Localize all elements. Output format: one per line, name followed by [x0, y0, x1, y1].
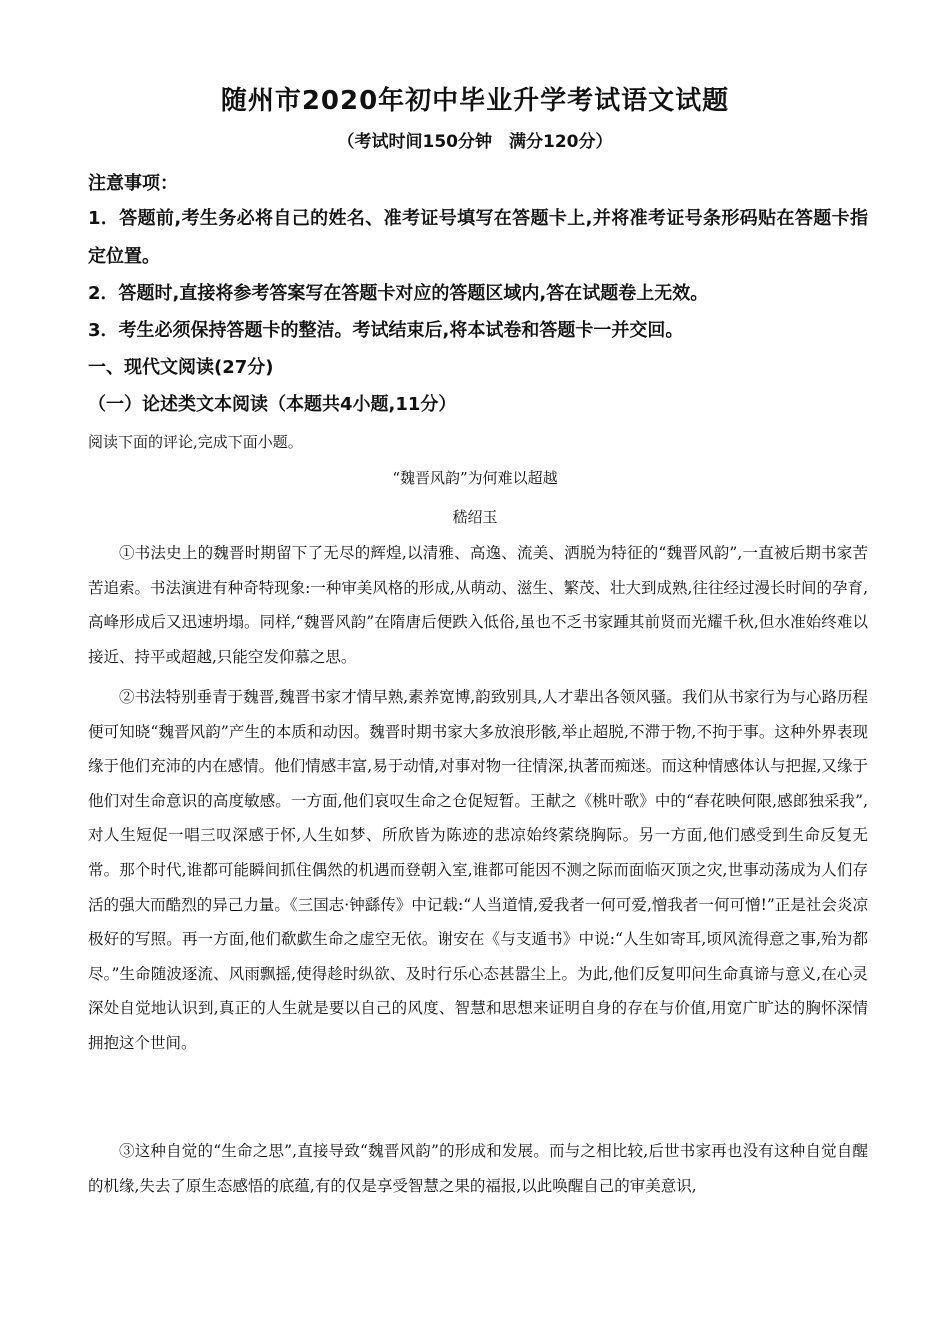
article-paragraph-3: ③这种自觉的“生命之思”,直接导致“魏晋风韵”的形成和发展。而与之相比较,后世书家再也没有这种自觉自醒的机缘,失去了原生态感悟的底蕴,有的仅是享受智慧之果的福报,以此唤醒自己的审美意识,: [88, 1142, 868, 1195]
exam-title: 随州市2020年初中毕业升学考试语文试题: [220, 86, 730, 116]
section-instruction: 阅读下面的评论,完成下面小题。: [88, 433, 303, 451]
article-author: 嵇绍玉: [452, 508, 498, 526]
section-subheading: （一）论述类文本阅读（本题共4小题,11分）: [88, 394, 457, 415]
section-heading: 一、现代文阅读(27分): [88, 357, 274, 378]
notice-heading: 注意事项：: [88, 173, 178, 194]
article-title: “魏晋风韵”为何难以超越: [392, 469, 558, 487]
notice-item-3: 3．考生必须保持答题卡的整洁。考试结束后,将本试卷和答题卡一并交回。: [88, 320, 684, 341]
notice-item-1: 1．答题前,考生务必将自己的姓名、准考证号填写在答题卡上,并将准考证号条形码贴在答题卡指定位置。: [88, 208, 868, 267]
exam-subtitle: （考试时间150分钟 满分120分）: [337, 132, 613, 152]
notice-item-2: 2．答题时,直接将参考答案写在答题卡对应的答题区域内,答在试题卷上无效。: [88, 283, 709, 304]
article-paragraph-2: ②书法特别垂青于魏晋,魏晋书家才情早熟,素养宽博,韵致别具,人才辈出各领风骚。我们从书家行为与心路历程便可知晓“魏晋风韵”产生的本质和动因。魏晋时期书家大多放浪形骸,举止超脱,不滞于物,不拘于事。这种外界表现缘于他们充沛的内在感情。他们情感丰富,易于动情,对事对物一往情深,执著而痴迷。而这种情感体认与把握,又缘于他们对生命意识的高度敏感。一方面,他们哀叹生命之仓促短暂。王献之《桃叶歌》中的“春花映何限,感郎独采我”,对人生短促一唱三叹深感于怀,人生如梦、所欣皆为陈迹的悲凉始终萦绕胸际。另一方面,他们感受到生命反复无常。那个时代,谁都可能瞬间抓住偶然的机遇而登朝入室,谁都可能因不测之际而面临灭顶之灾,世事动荡成为人们存活的强大而酷烈的异己力量。《三国志·钟繇传》中记载:“人当道情,爱我者一何可爱,憎我者一何可憎!”正是社会炎凉极好的写照。再一方面,他们欷歔生命之虚空无依。谢安在《与支遁书》中说:“人生如寄耳,顷风流得意之事,殆为都尽。”生命随波逐流、风雨飘摇,使得趁时纵欲、及时行乐心态甚嚣尘上。为此,他们反复叩问生命真谛与意义,在心灵深处自觉地认识到,真正的人生就是要以自己的风度、智慧和思想来证明自身的存在与价值,用宽广旷达的胸怀深情拥抱这个世间。: [88, 688, 868, 1052]
article-paragraph-1: ①书法史上的魏晋时期留下了无尽的辉煌,以清雅、高逸、流美、洒脱为特征的“魏晋风韵”,一直被后期书家苦苦追索。书法演进有种奇特现象:一种审美风格的形成,从萌动、滋生、繁茂、壮大到成熟,往往经过漫长时间的孕育,高峰形成后又迅速坍塌。同样,“魏晋风韵”在隋唐后便跌入低俗,虽也不乏书家踵其前贤而光耀千秋,但水准始终难以接近、持平或超越,只能空发仰慕之思。: [88, 544, 868, 666]
